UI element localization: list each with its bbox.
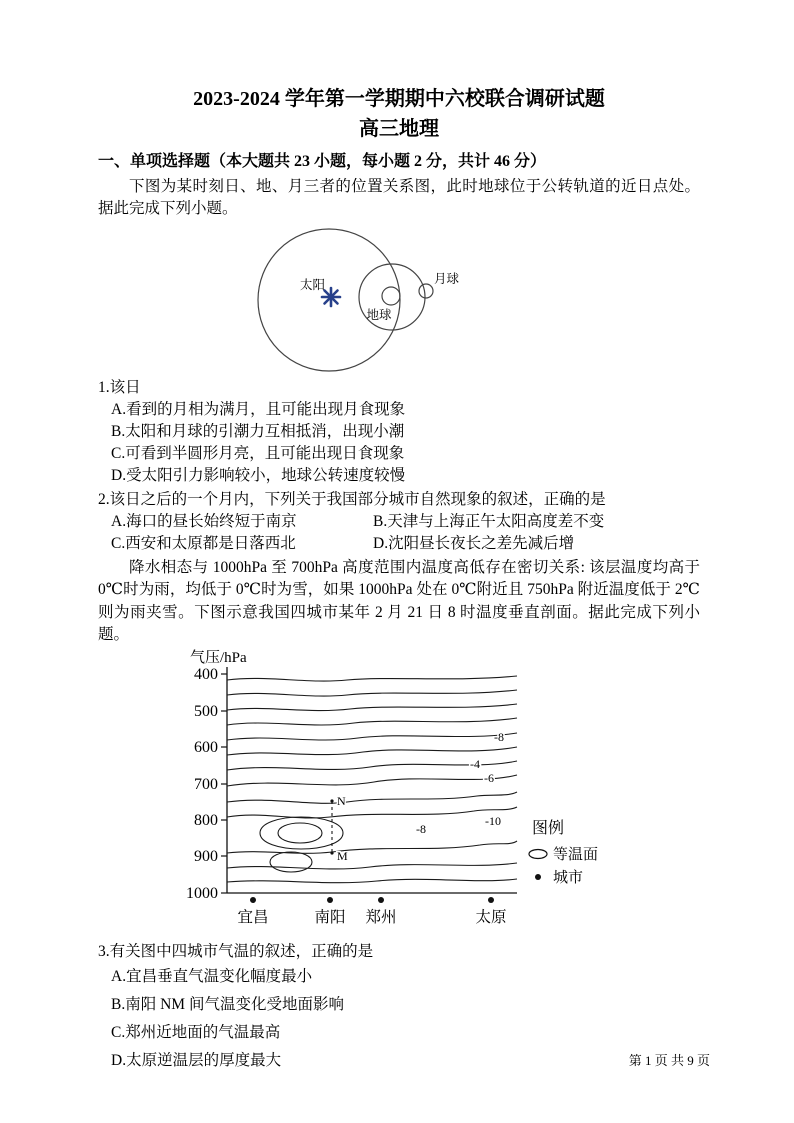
question-2-option-c: C.西安和太原都是日落西北 [111, 534, 296, 552]
moon-icon [419, 284, 433, 298]
question-3-option-a: A.宜昌垂直气温变化幅度最小 [111, 967, 313, 985]
question-1-stem: 1.该日 [98, 378, 141, 396]
isotherm-ellipse-icon [529, 849, 547, 858]
city-dot-icon [535, 874, 541, 880]
legend-label-isotherm: 等温面 [553, 846, 599, 863]
city-dot-zhengzhou [378, 897, 384, 903]
page-subtitle: 高三地理 [359, 118, 439, 140]
question-2-option-b: B.天津与上海正午太阳高度差不变 [373, 512, 605, 530]
point-m-label: M [337, 848, 348, 863]
y-axis-label: 气压/hPa [190, 649, 247, 666]
question-1 [98, 377, 700, 487]
question-2-option-a: A.海口的昼长始终短于南京 [111, 512, 297, 530]
question-3-option-d: D.太原逆温层的厚度最大 [111, 1052, 282, 1070]
legend-label-city: 城市 [553, 869, 584, 886]
question-3-option-b: B.南阳 NM 间气温变化受地面影响 [111, 996, 344, 1014]
sun-earth-moon-figure [239, 225, 559, 375]
isotherm-contours [227, 676, 517, 883]
intro-paragraph-1: 下图为某时刻日、地、月三者的位置关系图，此时地球位于公转轨道的近日点处。据此完成下列小题。 [98, 178, 700, 218]
question-1-option-c: C.可看到半圆形月亮，且可能出现日食现象 [111, 444, 405, 462]
x-label-yichang: 宜昌 [237, 908, 269, 926]
intro-paragraph-2: 降水相态与 1000hPa 至 700hPa 高度范围内温度高低存在密切关系: 该层温度均高于 0℃时为雨，均低于 0℃时为雪，如果 1000hPa 处在 0℃附近且 750hPa 附近温度低于 2℃则为雨夹雪。下图示意我国四城市某年 2 月 21 日 8 时温度垂直剖面。据此完成下列小题。 [98, 558, 700, 644]
isotherm-label-4: -4 [470, 756, 480, 771]
page-footer: 第 1 页 共 9 页 [628, 1053, 710, 1068]
question-2-stem: 2.该日之后的一个月内，下列关于我国部分城市自然现象的叙述，正确的是 [98, 490, 606, 508]
page-title: 2023-2024 学年第一学期期中六校联合调研试题 [193, 88, 605, 110]
isotherm-label-upper-8: -8 [494, 729, 504, 744]
question-3 [98, 941, 700, 1076]
question-2 [98, 489, 700, 555]
city-dot-yichang [250, 897, 256, 903]
city-dots [250, 897, 494, 903]
temperature-cross-section-chart [182, 649, 617, 934]
isotherm-label-6: -6 [484, 770, 494, 785]
sun-earth-moon-diagram [239, 225, 559, 375]
isotherm-label-10: -10 [485, 813, 501, 828]
question-3-stem: 3.有关图中四城市气温的叙述，正确的是 [98, 942, 374, 960]
question-2-option-d: D.沈阳昼长夜长之差先减后增 [373, 534, 575, 552]
x-label-zhengzhou: 郑州 [365, 908, 397, 926]
legend-title: 图例 [532, 819, 565, 837]
x-label-nanyang: 南阳 [314, 908, 346, 926]
isotherm-label-mid-8: -8 [416, 821, 426, 836]
question-1-option-a: A.看到的月相为满月，且可能出现月食现象 [111, 400, 406, 418]
y-tick-500: 500 [194, 702, 218, 720]
city-dot-taiyuan [488, 897, 494, 903]
y-tick-900: 900 [194, 847, 218, 865]
nm-marker [330, 794, 348, 863]
temperature-cross-section-figure [182, 649, 700, 939]
y-tick-600: 600 [194, 738, 218, 756]
section1-heading: 一、单项选择题（本大题共 23 小题，每小题 2 分，共计 46 分） [98, 153, 547, 170]
moon-label: 月球 [434, 271, 460, 286]
x-label-taiyuan: 太原 [475, 908, 507, 926]
y-tick-1000: 1000 [186, 884, 218, 902]
question-2-options [98, 511, 700, 555]
chart-legend [529, 819, 598, 886]
y-tick-800: 800 [194, 811, 218, 829]
city-dot-nanyang [327, 897, 333, 903]
y-tick-700: 700 [194, 775, 218, 793]
point-n-label: N [337, 793, 346, 808]
sun-label: 太阳 [299, 277, 325, 292]
earth-icon [382, 287, 400, 305]
y-tick-400: 400 [194, 665, 218, 683]
question-3-option-c: C.郑州近地面的气温最高 [111, 1024, 281, 1042]
question-1-option-b: B.太阳和月球的引潮力互相抵消，出现小潮 [111, 422, 405, 440]
earth-label: 地球 [366, 307, 392, 322]
question-1-option-d: D.受太阳引力影响较小，地球公转速度较慢 [111, 466, 406, 484]
